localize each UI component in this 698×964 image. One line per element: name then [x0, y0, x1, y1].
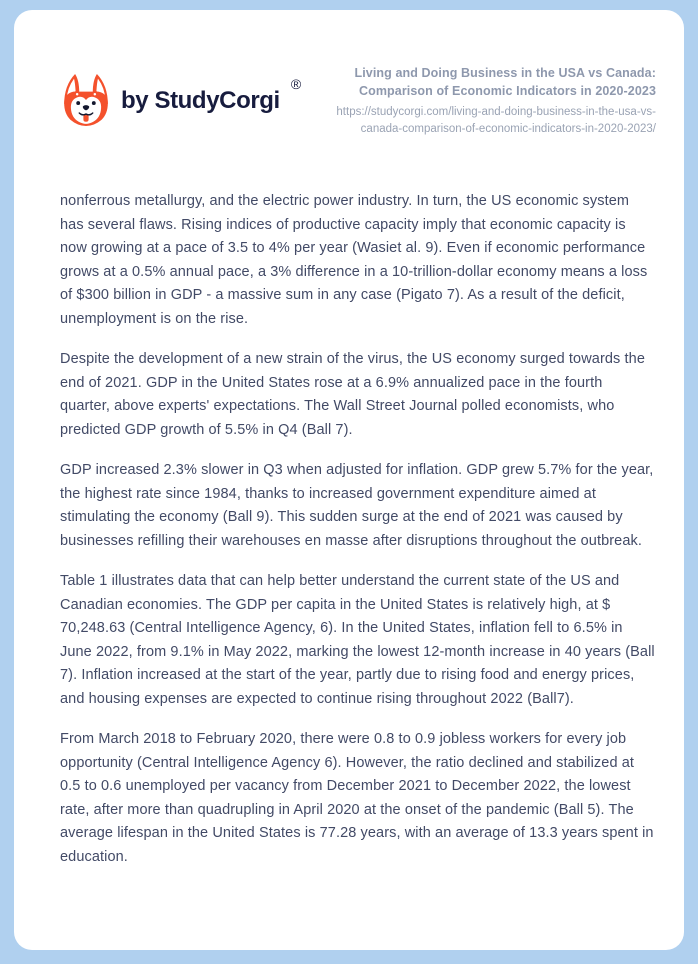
- registered-trademark-mark: ®: [290, 76, 302, 92]
- brand-text: by StudyCorgi: [121, 87, 280, 114]
- paragraph-5: From March 2018 to February 2020, there were 0.8 to 0.9 jobless workers for every job opportunity (Central Intelligence Agency 6). However, the ratio declined and stabilized at 0.5 to 0.6 unemployed per vacancy from December 2021 to December 2022, the lowest rate, after more than quadrupling in April 2020 at the onset of the pandemic (Ball 5). The average lifespan in the United States is 77.28 years, with an average of 13.3 years spent in education.: [60, 731, 654, 865]
- document-url-link[interactable]: https://studycorgi.com/living-and-doing-business-in-the-usa-vs-canada-comparison-of-economic-indicators-in-2020-2023/: [336, 106, 656, 135]
- paragraph-2: Despite the development of a new strain of the virus, the US economy surged towards the end of 2021. GDP in the United States rose at a 6.9% annualized pace in the fourth quarter, above experts' expectations. The Wall Street Journal polled economists, who predicted GDP growth of 5.5% in Q4 (Ball 7).: [60, 351, 645, 438]
- header: [60, 64, 656, 138]
- paragraph-3: GDP increased 2.3% slower in Q3 when adjusted for inflation. GDP grew 5.7% for the year, the highest rate since 1984, thanks to increased government expenditure aimed at stimulating the economy (Ball 9). This sudden surge at the end of 2021 was caused by businesses refilling their warehouses en masse after disruptions throughout the outbreak.: [60, 462, 654, 549]
- document-title: Living and Doing Business in the USA vs Canada: Comparison of Economic Indicators in 2020-2023: [354, 66, 656, 98]
- document-card: [14, 10, 684, 950]
- paragraph-4: Table 1 illustrates data that can help better understand the current state of the US and Canadian economies. The GDP per capita in the United States is relatively high, at $ 70,248.63 (Central Intelligence Agency, 6). In the United States, inflation fell to 6.5% in June 2022, from 9.1% in May 2022, marking the lowest 12-month increase in 40 years (Ball 7). Inflation increased at the start of the year, partly due to rising food and energy prices, and housing expenses are expected to continue rising throughout 2022 (Ball7).: [60, 573, 655, 707]
- studycorgi-brand-link[interactable]: [60, 72, 301, 130]
- paragraph-1: nonferrous metallurgy, and the electric power industry. In turn, the US economic system has several flaws. Rising indices of productive capacity imply that economic capacity is now growing at a pace of 3.5 to 4% per year (Wasiet al. 9). Even if economic performance grows at a 0.5% annual pace, a 3% difference in a 10-trillion-dollar economy means a loss of $300 billion in GDP - a massive sum in any case (Pigato 7). As a result of the deficit, unemployment is on the rise.: [60, 193, 648, 327]
- corgi-head-icon: [60, 72, 112, 130]
- document-meta: [301, 64, 656, 138]
- article-body: [60, 190, 656, 869]
